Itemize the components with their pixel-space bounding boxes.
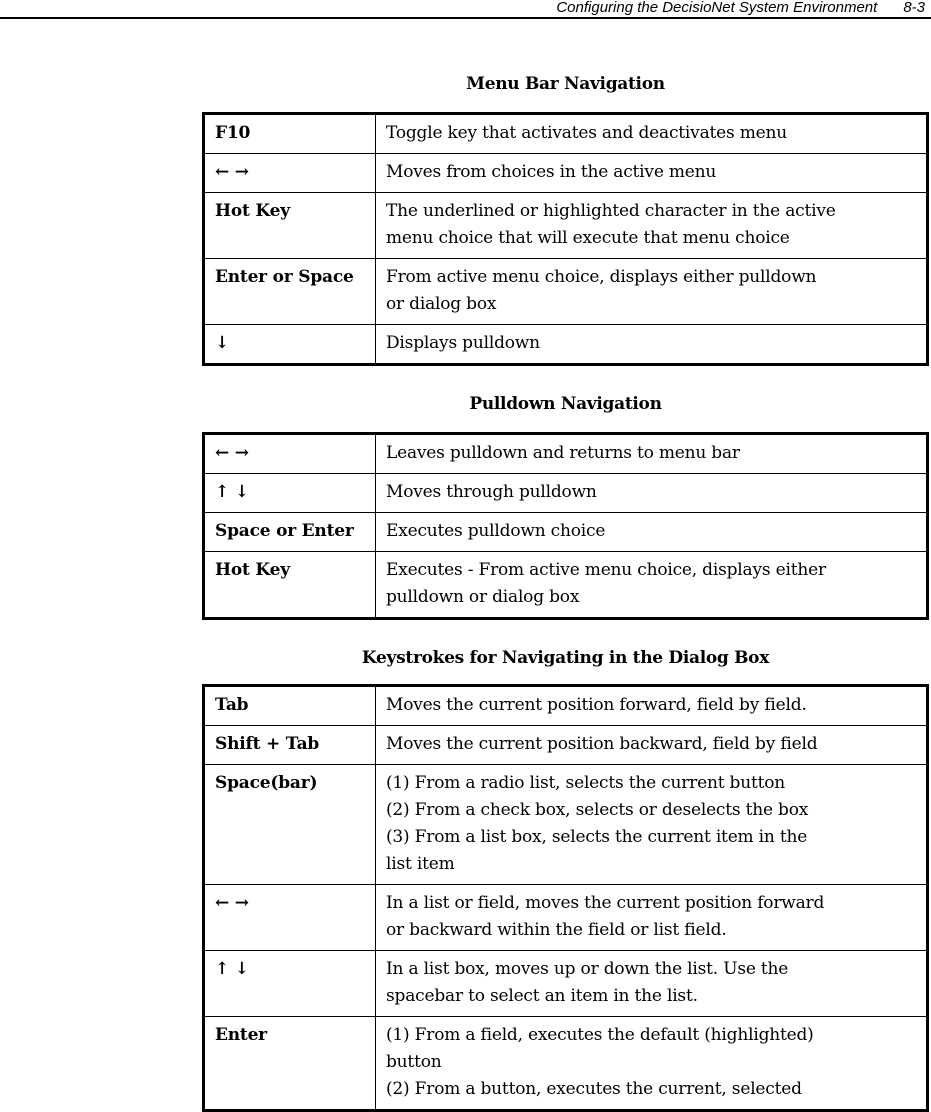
description-cell: The underlined or highlighted character in the active menu choice that will execute that menu choice — [376, 193, 928, 259]
table-row — [204, 951, 928, 1017]
table-row — [204, 114, 928, 154]
description-cell: (1) From a field, executes the default (highlighted) button (2) From a button, executes the current, selected — [376, 1017, 928, 1111]
table-title: Keystrokes for Navigating in the Dialog Box — [361, 648, 770, 668]
table-row — [204, 474, 928, 513]
key-cell: ↑ ↓ — [204, 951, 376, 1017]
keystroke-table — [202, 432, 929, 620]
table-row — [204, 552, 928, 619]
description-cell: Executes - From active menu choice, displays either pulldown or dialog box — [376, 552, 928, 619]
key-cell: Tab — [204, 686, 376, 726]
key-cell: ← → — [204, 434, 376, 474]
key-cell: ↓ — [204, 325, 376, 365]
table-row — [204, 154, 928, 193]
key-cell: Enter — [204, 1017, 376, 1111]
table-row — [204, 686, 928, 726]
description-cell: Displays pulldown — [376, 325, 928, 365]
description-cell: Moves from choices in the active menu — [376, 154, 928, 193]
table-row — [204, 1017, 928, 1111]
description-cell: Moves the current position forward, field by field. — [376, 686, 928, 726]
key-cell: Space or Enter — [204, 513, 376, 552]
table-row — [204, 885, 928, 951]
key-cell: ← → — [204, 154, 376, 193]
table-row — [204, 765, 928, 885]
table-row — [204, 259, 928, 325]
key-cell: Hot Key — [204, 193, 376, 259]
keystroke-table — [202, 112, 929, 366]
key-cell: Hot Key — [204, 552, 376, 619]
table-title: Pulldown Navigation — [469, 394, 662, 414]
table-row — [204, 513, 928, 552]
description-cell: (1) From a radio list, selects the current button (2) From a check box, selects or deselects the box (3) From a list box, selects the current item in the list item — [376, 765, 928, 885]
header-rule — [0, 17, 931, 19]
table-row — [204, 434, 928, 474]
description-cell: Toggle key that activates and deactivates menu — [376, 114, 928, 154]
description-cell: Moves the current position backward, field by field — [376, 726, 928, 765]
description-cell: From active menu choice, displays either pulldown or dialog box — [376, 259, 928, 325]
table-row — [204, 726, 928, 765]
table-title: Menu Bar Navigation — [466, 74, 665, 94]
running-header — [530, 0, 925, 16]
description-cell: Executes pulldown choice — [376, 513, 928, 552]
key-cell: F10 — [204, 114, 376, 154]
table-row — [204, 193, 928, 259]
keystroke-table — [202, 684, 929, 1112]
key-cell: Shift + Tab — [204, 726, 376, 765]
key-cell: ↑ ↓ — [204, 474, 376, 513]
page-number: 8-3 — [903, 0, 925, 16]
description-cell: Moves through pulldown — [376, 474, 928, 513]
key-cell: Enter or Space — [204, 259, 376, 325]
description-cell: In a list or field, moves the current position forward or backward within the field or list field. — [376, 885, 928, 951]
description-cell: Leaves pulldown and returns to menu bar — [376, 434, 928, 474]
description-cell: In a list box, moves up or down the list. Use the spacebar to select an item in the list. — [376, 951, 928, 1017]
table-row — [204, 325, 928, 365]
header-title: Configuring the DecisioNet System Environment — [556, 0, 878, 16]
key-cell: ← → — [204, 885, 376, 951]
key-cell: Space(bar) — [204, 765, 376, 885]
